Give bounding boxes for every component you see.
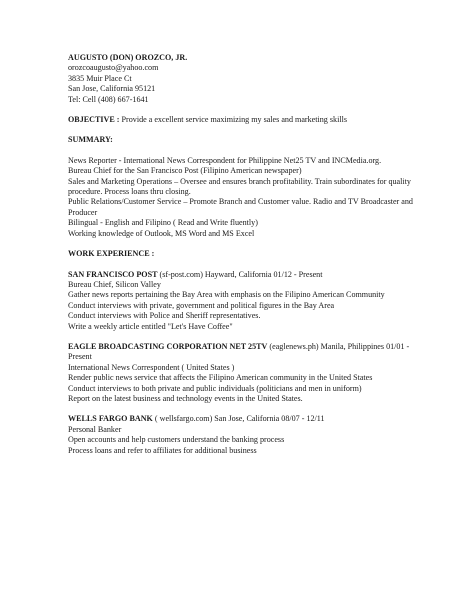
contact-block xyxy=(68,53,423,105)
objective-text: Provide a excellent service maximizing my sales and marketing skills xyxy=(119,115,347,125)
job-line: Open accounts and help customers understand the banking process xyxy=(68,435,285,445)
job-line: Process loans and refer to affiliates for additional business xyxy=(68,445,257,455)
summary-item: Bilingual - English and Filipino ( Read and Write fluently) xyxy=(68,218,258,228)
objective-section xyxy=(68,115,423,125)
job-detail: (eaglenews.ph) Manila, Philippines 01/01 - Present xyxy=(68,341,410,362)
job-line: Write a weekly article entitled "Let's Have Coffee" xyxy=(68,321,233,331)
applicant-name: AUGUSTO (DON) OROZCO, JR. xyxy=(68,53,188,62)
job-line: Conduct interviews with private, government and political figures in the Bay Area xyxy=(68,300,335,310)
job-detail: ( wellsfargo.com) San Jose, California 08/07 - 12/11 xyxy=(152,414,325,424)
job-entry xyxy=(68,342,423,404)
job-entry xyxy=(68,270,423,332)
summary-section xyxy=(68,135,423,239)
phone-text: Tel: Cell (408) 667-1641 xyxy=(68,94,149,104)
work-experience-section xyxy=(68,249,423,456)
job-detail: (sf-post.com) Hayward, California 01/12 - Present xyxy=(157,269,323,279)
address-line-1: 3835 Muir Place Ct xyxy=(68,73,132,83)
job-company: SAN FRANCISCO POST xyxy=(68,269,158,279)
job-line: Bureau Chief, Silicon Valley xyxy=(68,279,161,289)
job-line: Gather news reports pertaining the Bay Area with emphasis on the Filipino American Community xyxy=(68,290,385,300)
job-line: International News Correspondent ( United States ) xyxy=(68,362,235,372)
address-line-2: San Jose, California 95121 xyxy=(68,84,156,94)
job-line: Personal Banker xyxy=(68,424,122,434)
email-text: orozcoaugusto@yahoo.com xyxy=(68,63,159,73)
work-experience-heading: WORK EXPERIENCE : xyxy=(68,249,155,259)
job-line: Report on the latest business and technology events in the United States. xyxy=(68,393,303,403)
job-entry xyxy=(68,414,423,456)
job-line: Render public news service that affects the Filipino American community in the United States xyxy=(68,373,373,383)
job-line: Conduct interviews to both private and public individuals (politicians and men in uniform) xyxy=(68,383,362,393)
summary-item: News Reporter - International News Correspondent for Philippine Net25 TV and INCMedia.org. xyxy=(68,155,382,165)
job-company: WELLS FARGO BANK xyxy=(68,414,153,424)
summary-item: Sales and Marketing Operations – Oversee and ensures branch profitability. Train subordinates for quality procedure. Process loans thru closing. xyxy=(68,176,411,197)
summary-item: Bureau Chief for the San Francisco Post (Filipino American newspaper) xyxy=(68,166,302,176)
summary-item: Working knowledge of Outlook, MS Word and MS Excel xyxy=(68,228,255,238)
objective-label: OBJECTIVE : xyxy=(68,115,120,125)
summary-heading: SUMMARY: xyxy=(68,135,113,145)
job-company: EAGLE BROADCASTING CORPORATION NET 25TV xyxy=(68,341,268,351)
job-line: Conduct interviews with Police and Sheriff representatives. xyxy=(68,311,261,321)
summary-item: Public Relations/Customer Service – Promote Branch and Customer value. Radio and TV Broadcaster and Producer xyxy=(68,197,413,217)
